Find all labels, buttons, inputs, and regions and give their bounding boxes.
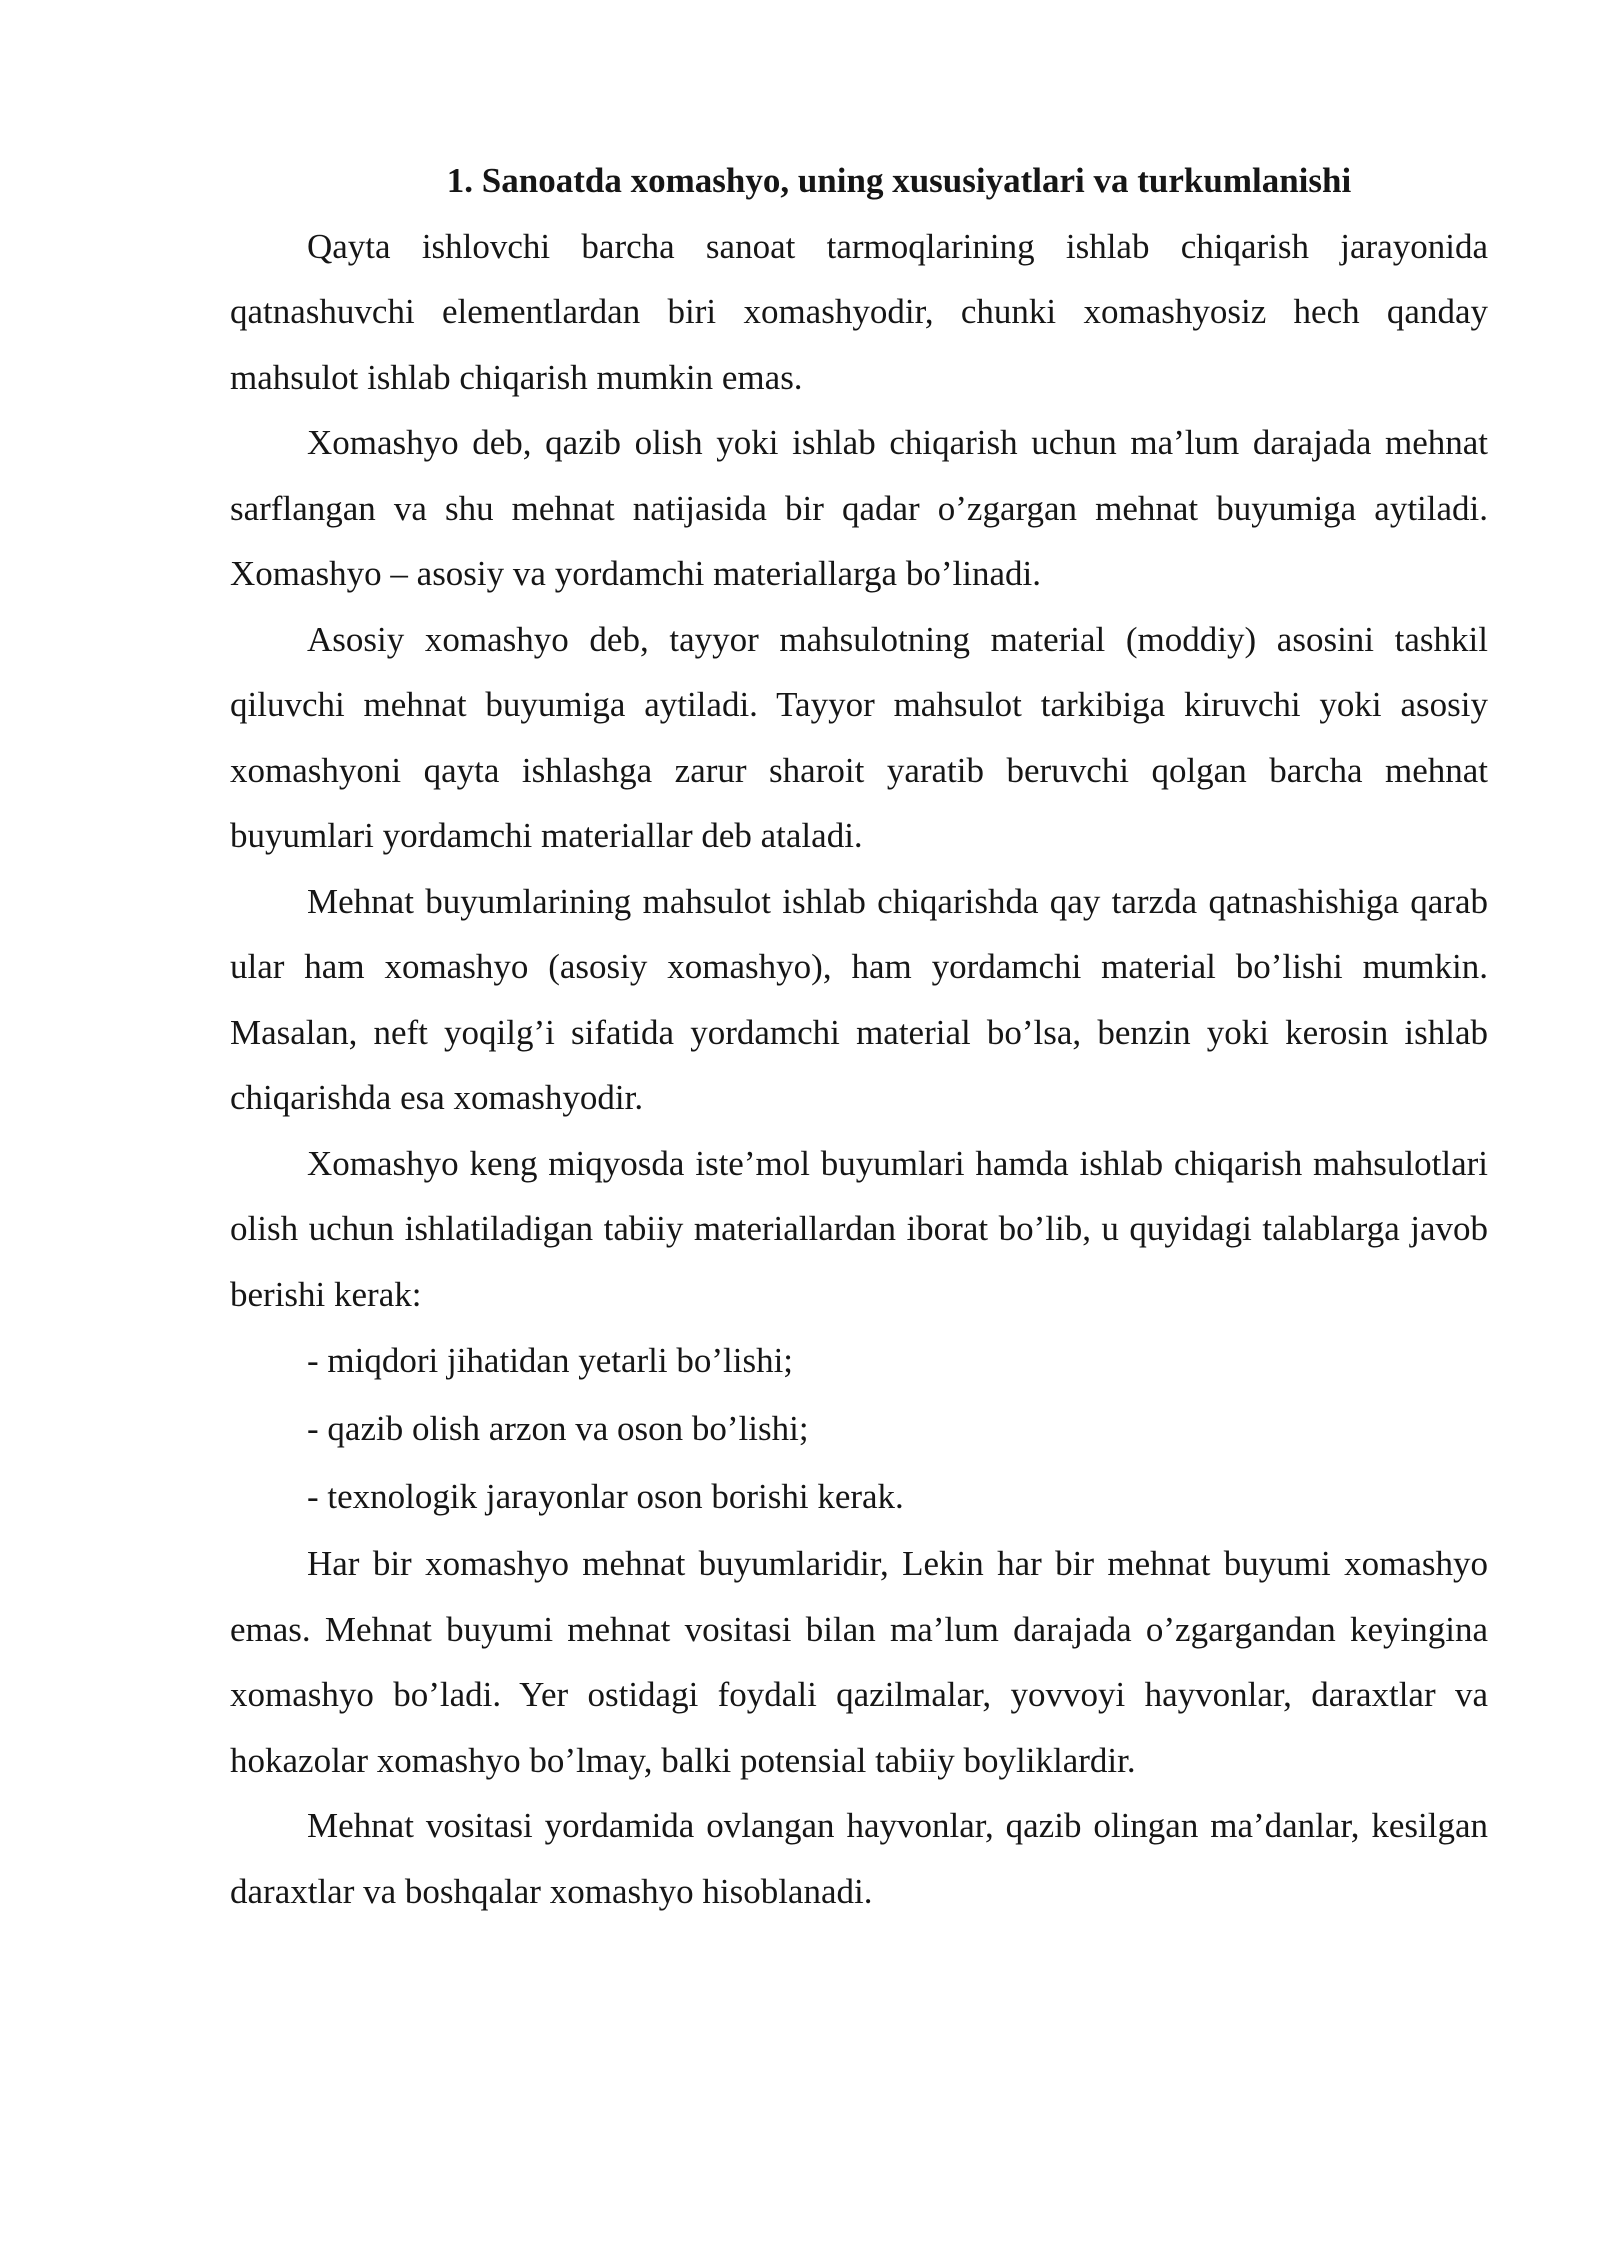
- paragraph-example-oil: Mehnat buyumlarining mahsulot ishlab chiqarishda qay tarzda qatnashishiga qarab ular ham xomashyo (asosiy xomashyo), ham yordamchi material bo’lishi mumkin. Masalan, neft yoqilg’i sifatida yordamchi material bo’lsa, benzin yoki kerosin ishlab chiqarishda esa xomashyodir.: [230, 881, 1488, 1117]
- requirement-item: - miqdori jihatidan yetarli bo’lishi;: [307, 1341, 794, 1380]
- section-heading: 1. Sanoatda xomashyo, uning xususiyatlari va turkumlanishi: [446, 161, 1352, 200]
- document-body: [230, 148, 1488, 1924]
- paragraph-requirements-intro: Xomashyo keng miqyosda iste’mol buyumlari hamda ishlab chiqarish mahsulotlari olish uchun ishlatiladigan tabiiy materiallardan iborat bo’lib, u quyidagi talablarga javob berishi kerak:: [230, 1143, 1488, 1314]
- paragraph-definition-intro: Qayta ishlovchi barcha sanoat tarmoqlarining ishlab chiqarish jarayonida qatnashuvchi elementlardan biri xomashyodir, chunki xomashyosiz hech qanday mahsulot ishlab chiqarish mumkin emas.: [230, 226, 1488, 397]
- paragraph-labor-objects: Har bir xomashyo mehnat buyumlaridir, Lekin har bir mehnat buyumi xomashyo emas. Mehnat buyumi mehnat vositasi bilan ma’lum darajada o’zgargandan keyingina xomashyo bo’ladi. Yer ostidagi foydali qazilmalar, yovvoyi hayvonlar, daraxtlar va hokazolar xomashyo bo’lmay, balki potensial tabiiy boyliklardir.: [230, 1544, 1488, 1780]
- paragraph-main-vs-auxiliary: Asosiy xomashyo deb, tayyor mahsulotning material (moddiy) asosini tashkil qiluvchi mehnat buyumiga aytiladi. Tayyor mahsulot tarkibiga kiruvchi yoki asosiy xomashyoni qayta ishlashga zarur sharoit yaratib beruvchi qolgan barcha mehnat buyumlari yordamchi materiallar deb ataladi.: [230, 619, 1488, 855]
- paragraph-closing: Mehnat vositasi yordamida ovlangan hayvonlar, qazib olingan ma’danlar, kesilgan daraxtlar va boshqalar xomashyo hisoblanadi.: [230, 1806, 1488, 1911]
- paragraph-xomashyo-definition: Xomashyo deb, qazib olish yoki ishlab chiqarish uchun ma’lum darajada mehnat sarflangan va shu mehnat natijasida bir qadar o’zgargan mehnat buyumiga aytiladi. Xomashyo – asosiy va yordamchi materiallarga bo’linadi.: [230, 423, 1488, 593]
- requirement-item: - qazib olish arzon va oson bo’lishi;: [307, 1409, 809, 1448]
- requirement-item: - texnologik jarayonlar oson borishi kerak.: [307, 1477, 904, 1516]
